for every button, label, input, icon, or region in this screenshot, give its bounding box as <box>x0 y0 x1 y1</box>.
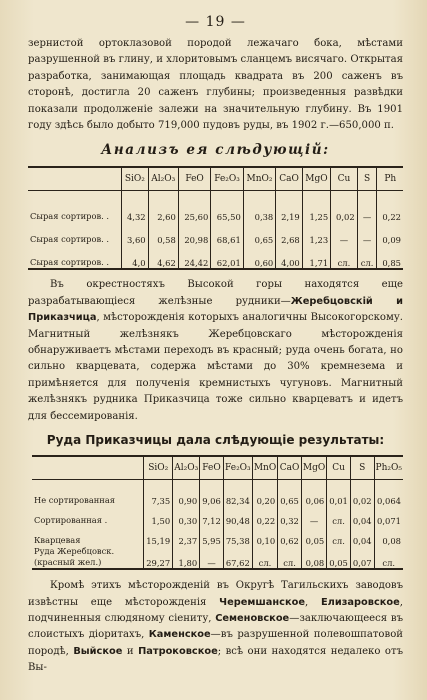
value-cell: 1,50 <box>144 506 173 526</box>
header-cell: MnO <box>252 456 277 480</box>
mine-names: Жеребцовскій и Приказчица <box>28 295 404 324</box>
value-cell: 20,98 <box>178 222 210 245</box>
table-row <box>32 526 403 546</box>
row-label-cell: Кварцевая <box>34 535 81 546</box>
value-cell: 4,00 <box>276 245 303 269</box>
value-cell: 1,23 <box>302 222 330 245</box>
value-cell: 29,27 <box>144 546 173 569</box>
value-cell: 0,05 <box>327 546 351 569</box>
deposit-name: Елизаровское <box>320 596 400 608</box>
value-cell: 0,07 <box>350 546 374 569</box>
paragraph-other-deposits <box>28 578 403 676</box>
value-cell: 0,064 <box>374 480 403 507</box>
value-cell: 67,62 <box>223 546 252 569</box>
header-cell: Ph <box>377 167 403 191</box>
row-label-cell: Не сортированная <box>34 495 116 506</box>
value-cell: 62,01 <box>211 245 243 269</box>
value-cell: 0,22 <box>252 506 277 526</box>
value-cell: 65,50 <box>211 191 243 223</box>
value-cell: 0,05 <box>301 526 326 546</box>
value-cell: сл. <box>357 245 377 269</box>
row-label-cell: Руда Жеребцовск. (красный жел.) <box>34 546 115 568</box>
deposit-name: Выйское <box>73 645 123 657</box>
header-cell: FeO <box>178 167 210 191</box>
row-label-cell: Сырая сортиров. . <box>30 257 110 268</box>
value-cell: 25,60 <box>178 191 210 223</box>
value-cell: 0,08 <box>374 526 403 546</box>
analysis-table-prikazchitsa <box>32 455 403 570</box>
value-cell: 68,61 <box>211 222 243 245</box>
table-row <box>28 222 403 245</box>
value-cell: 0,04 <box>350 526 374 546</box>
header-cell: Al₂O₃ <box>173 456 200 480</box>
text-run: , <box>305 596 321 608</box>
value-cell: — <box>357 191 377 223</box>
value-cell: 82,34 <box>223 480 252 507</box>
value-cell: 1,71 <box>302 245 330 269</box>
value-cell: 0,32 <box>278 506 302 526</box>
text-run: , мѣсторожденія которыхъ аналогичны Высокогорскому. Магнитный желѣзнякъ Жеребцовскаго мѣсторожденія обнаруживаетъ мѣстами переходъ въ красный; руда очень богата, но сильно кварцевата, содержа мѣстами до 30% кремнезема и примѣняется для полученія кремнистыхъ чугуновъ. Магнитный желѣзнякъ рудника Приказчица тоже сильно кварцеватъ и идетъ для бессемированія. <box>28 312 403 422</box>
row-label-cell: Сырая сортиров. . <box>30 234 110 245</box>
analysis-heading: Анализъ ея слѣдующій: <box>101 142 330 159</box>
value-cell: 24,42 <box>178 245 210 269</box>
header-cell: Cu <box>331 167 358 191</box>
value-cell: 5,95 <box>200 526 224 546</box>
value-cell: 0,02 <box>331 191 358 223</box>
value-cell: 2,19 <box>276 191 303 223</box>
header-cell: MgO <box>302 167 330 191</box>
value-cell: 2,60 <box>148 191 178 223</box>
table-header-row <box>28 167 403 191</box>
table-row <box>32 480 403 507</box>
page-number: — 19 — <box>185 14 246 30</box>
deposit-name: Семеновское <box>215 612 290 624</box>
header-cell: Al₂O₃ <box>148 167 178 191</box>
value-cell: — <box>200 546 224 569</box>
header-cell-sample <box>28 167 122 191</box>
value-cell: 0,01 <box>327 480 351 507</box>
value-cell: 7,12 <box>200 506 224 526</box>
row-label-cell: Сырая сортиров. . <box>30 211 110 222</box>
value-cell: сл. <box>374 546 403 569</box>
table-row <box>32 546 403 569</box>
value-cell: 0,30 <box>173 506 200 526</box>
text-run: —въ разрушенной полевошпатовой породѣ, <box>28 629 403 657</box>
value-cell: 4,32 <box>122 191 149 223</box>
value-cell: 0,60 <box>243 245 275 269</box>
value-cell: 15,19 <box>144 526 173 546</box>
value-cell: 2,37 <box>173 526 200 546</box>
value-cell: сл. <box>327 506 351 526</box>
text-run: , подчиненныя слюдяному сіениту, <box>28 596 404 624</box>
value-cell: 0,58 <box>148 222 178 245</box>
text-run: Въ окрестностяхъ Высокой горы находятся еще разрабатывающіеся желѣзные рудники— <box>28 279 403 307</box>
value-cell: 2,68 <box>276 222 303 245</box>
value-cell: 0,08 <box>301 546 326 569</box>
header-cell-sample <box>32 456 144 480</box>
value-cell: сл. <box>252 546 277 569</box>
value-cell: 0,90 <box>173 480 200 507</box>
analysis-table-vysokaya <box>28 166 403 270</box>
header-cell: Fe₂O₃ <box>211 167 243 191</box>
value-cell: 0,65 <box>243 222 275 245</box>
text-run: и <box>122 645 139 657</box>
table-row <box>32 506 403 526</box>
value-cell: — <box>301 506 326 526</box>
header-cell: Cu <box>327 456 351 480</box>
value-cell: 0,62 <box>278 526 302 546</box>
value-cell: 0,071 <box>374 506 403 526</box>
header-cell: CaO <box>278 456 302 480</box>
header-cell: SiO₂ <box>144 456 173 480</box>
value-cell: 3,60 <box>122 222 149 245</box>
value-cell: 4,0 <box>122 245 149 269</box>
value-cell: 0,09 <box>377 222 403 245</box>
value-cell: 0,02 <box>350 480 374 507</box>
value-cell: — <box>331 222 358 245</box>
header-cell: S <box>350 456 374 480</box>
value-cell: 0,22 <box>377 191 403 223</box>
value-cell: 1,25 <box>302 191 330 223</box>
text-run: Кромѣ этихъ мѣсторожденій въ Округѣ Тагильскихъ заводовъ извѣстны еще мѣсторожденія <box>28 580 403 608</box>
value-cell: сл. <box>327 526 351 546</box>
value-cell: 75,38 <box>223 526 252 546</box>
header-cell: MnO₂ <box>243 167 275 191</box>
table-row <box>28 245 403 269</box>
header-cell: SiO₂ <box>122 167 149 191</box>
text-run: —заключающееся въ слоистыхъ діоритахъ, <box>28 612 403 641</box>
paragraph-ore-deposit: зернистой ортоклазовой породой лежачаго бока, мѣстами разрушенной въ глину, и хлоритовымъ сланцемъ висячаго. Открытая разработка, занимающая площадь квадрата въ 200 саженъ въ сторонѣ, достигла 20 саженъ глубины; произведенныя развѣдки показали продолженіе залежи на значительную глубину. Въ 1901 году здѣсь было добыто 719,000 пудовъ руды, въ 1902 г.—650,000 п. <box>28 38 403 132</box>
header-cell: Fe₂O₃ <box>223 456 252 480</box>
value-cell: сл. <box>278 546 302 569</box>
deposit-name: Патроковское <box>138 645 218 657</box>
value-cell: 4,62 <box>148 245 178 269</box>
deposit-name: Каменское <box>148 629 211 641</box>
value-cell: 1,80 <box>173 546 200 569</box>
value-cell: 0,65 <box>278 480 302 507</box>
header-cell: Ph₂O₅ <box>374 456 403 480</box>
value-cell: 0,85 <box>377 245 403 269</box>
value-cell: 7,35 <box>144 480 173 507</box>
value-cell: 0,38 <box>243 191 275 223</box>
header-cell: CaO <box>276 167 303 191</box>
table-header-row <box>32 456 403 480</box>
value-cell: 9,06 <box>200 480 224 507</box>
paragraph-mines <box>28 277 403 425</box>
value-cell: сл. <box>331 245 358 269</box>
header-cell: FeO <box>200 456 224 480</box>
deposit-name: Черемшанское <box>219 596 306 608</box>
header-cell: S <box>357 167 377 191</box>
value-cell: 0,10 <box>252 526 277 546</box>
header-cell: MgO <box>301 456 326 480</box>
value-cell: 90,48 <box>223 506 252 526</box>
value-cell: 0,06 <box>301 480 326 507</box>
value-cell: 0,20 <box>252 480 277 507</box>
text-run: ; всѣ они находятся недалеко отъ Вы- <box>28 645 403 674</box>
prikazchitsa-heading: Руда Приказчицы дала слѣдующіе результаты: <box>46 433 385 448</box>
table-row <box>28 191 403 223</box>
row-label-cell: Сортированная . <box>34 515 108 526</box>
value-cell: 0,04 <box>350 506 374 526</box>
value-cell: — <box>357 222 377 245</box>
